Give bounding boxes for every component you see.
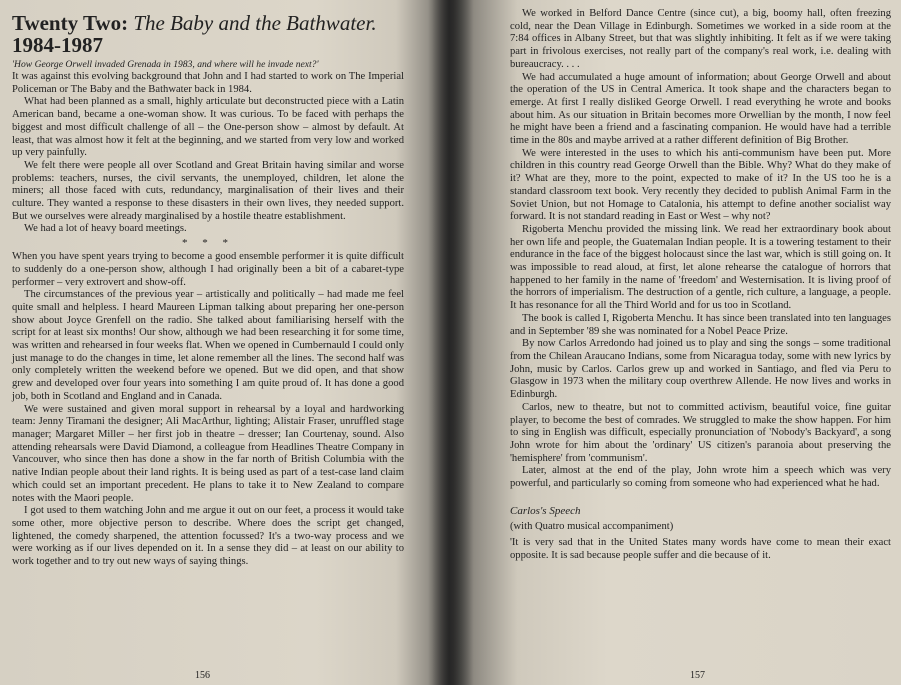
paragraph: By now Carlos Arredondo had joined us to play and sing the songs – some traditional from the Chilean Araucano Indians, some from Nicaragua today, some with new lyrics by John, music by Carlos. Carlos grew up and worked in Santiago, and fled via Peru to Glasgow in 1973 when the military coup overthrew Allende. He now lives and works in Edinburgh. <box>510 338 891 401</box>
right-page <box>450 0 901 685</box>
paragraph: The book is called I, Rigoberta Menchu. It has since been translated into ten languages and in September '89 she was nominated for a Nobel Peace Prize. <box>510 312 891 337</box>
paragraph: What had been planned as a small, highly articulate but deconstructed piece with a Latin American band, became a one-woman show. It was curious. To be faced with perhaps the biggest and most difficult challenge of all – the One-person show – almost by default. At least, that was almost how it felt at the beginning, and we started from very low and worked up very painfully. <box>12 96 404 159</box>
paragraph: We had accumulated a huge amount of information; about George Orwell and about the operation of the US in Central America. It took shape and the characters began to emerge. At first I really disliked George Orwell. I read everything he wrote and books about him. As our situation in Britain becomes more Orwellian by the month, I now feel he might have been a friend and a fascinating companion. He would have had a terrible time in the 80s and maybe arrived at a rather different definition of Big Brother. <box>510 71 891 147</box>
paragraph: When you have spent years trying to become a good ensemble performer it is quite difficult to suddenly do a one-person show, although I had originally been a bit of a cabaret-type performer – very extrovert and show-off. <box>12 251 404 288</box>
paragraph: We worked in Belford Dance Centre (since cut), a big, boomy hall, often freezing cold, near the Dean Village in Edinburgh. Sometimes we worked in a side room at the 7:84 offices in Albany Street, but that was slightly inhibiting. It felt as if we were taking part in frivolous exercises, not really part of the company's real work, i.e. dealing with bureaucracy. . . . <box>510 8 891 70</box>
chapter-number: Twenty Two: <box>12 11 129 35</box>
paragraph: Later, almost at the end of the play, John wrote him a speech which was very powerful, and particularly so coming from someone who had experienced what he had. <box>510 465 891 490</box>
left-page <box>0 0 450 685</box>
chapter-years: 1984-1987 <box>12 33 103 57</box>
paragraph: It was against this evolving background that John and I had started to work on The Imperial Policeman or The Baby and the Bathwater back in 1984. <box>12 71 404 95</box>
epigraph: 'How George Orwell invaded Grenada in 1983, and where will he invade next?' <box>12 59 319 70</box>
speech-text: 'It is very sad that in the United States many words have come to mean their exact opposite. It is sad because people suffer and die because of it. <box>510 537 891 562</box>
paragraph: Rigoberta Menchu provided the missing link. We read her extraordinary book about her own life and people, the Guatemalan Indian people. It is a towering testament to their endurance in the face of the biggest holocaust since the last war, which is still going on. It was impossible to read aloud, at first, let alone rehearse the catalogue of horrors that happened to her family in the name of 'freedom' and Westernisation. It is living proof of the horrors of imperialism. The destruction of a gentle, rich culture, a language, a people. It has resonance for all the Third World and for us too in Scotland. <box>510 223 891 312</box>
paragraph: I got used to them watching John and me argue it out on our feet, a process it would take some other, more objective person to describe. Where does the script get changed, lightened, the comedy sharpened, the attention focussed? It's a two-way process and we were working as if our lives depended on it. In a sense they did – at least on our ability to work together and to try out new ways of saying things. <box>12 505 404 568</box>
page-number: 156 <box>195 670 210 681</box>
paragraph: Carlos, new to theatre, but not to committed activism, beautiful voice, fine guitar player, to become the best of comrades. We struggled to make the show happen. For him to sing in English was difficult, especially pronunciation of 'Nobody's Backyard', a song John wrote for him about the 'ordinary' US citizen's paranoia about preserving the 'hemisphere' from 'communism'. <box>510 401 891 464</box>
speech-heading: Carlos's Speech <box>510 504 581 517</box>
chapter-name: The Baby and the Bathwater. <box>133 11 377 35</box>
chapter-title <box>12 12 404 56</box>
paragraph: We were sustained and given moral support in rehearsal by a loyal and hardworking team: Jenny Tiramani the designer; Ali MacArthur, lighting; Alistair Fraser, unruffled stage manager; Margaret Miller – her first job in theatre – dresser; Ian Courtenay, sound. Also attending rehearsals were David Diamond, a colleague from Headlines Theatre Company in Vancouver, who since then has done a show in the far north of British Columbia with the native Indian people about their land rights. It is being used as part of a test-case land claim which could set an important precedent. He plans to take it to New Zealand to compare notes with the Maori people. <box>12 403 404 504</box>
paragraph: We had a lot of heavy board meetings. <box>24 223 187 235</box>
section-break: * * * <box>182 237 234 250</box>
page-number: 157 <box>690 670 705 681</box>
paragraph: We felt there were people all over Scotland and Great Britain having similar and worse problems: teachers, nurses, the civil servants, the unemployed, children, let alone the miners; all those faced with cuts, redundancy, marginalisation of their lives and their culture. They wanted a response to these disasters in their own lives, they needed support. But we ourselves were already marginalised by a hostile theatre establishment. <box>12 159 404 222</box>
paragraph: We were interested in the uses to which his anti-communism have been put. More children in this country read George Orwell than the Bible. Why? What do they make of it? What are they, more to the point, expected to make of it? In the US too he is a standard classroom text book. Very recently they decided to publish Animal Farm in the Soviet Union, but not Homage to Catalonia, his attempt to define another socialist way forward. It is not standard reading in East or West – why not? <box>510 147 891 223</box>
paragraph: The circumstances of the previous year – artistically and politically – had made me feel quite small and helpless. I heard Maureen Lipman talking about preparing her one-person show about Joyce Grenfell on the radio. She talked about familiarising herself with the script for at least six months! Our show, although we had been researching it for some time, was written and rehearsed in four weeks flat. When we opened in Cumbernauld I could only just manage to do the changes in time, let alone remember all the lines. The second half was only completely written the weekend before we opened. But we did open, and that show grew and developed over four years into something I am quite proud of. It has done a good job, both in Scotland and England and in Canada. <box>12 289 404 402</box>
speech-note: (with Quatro musical accompaniment) <box>510 520 674 532</box>
